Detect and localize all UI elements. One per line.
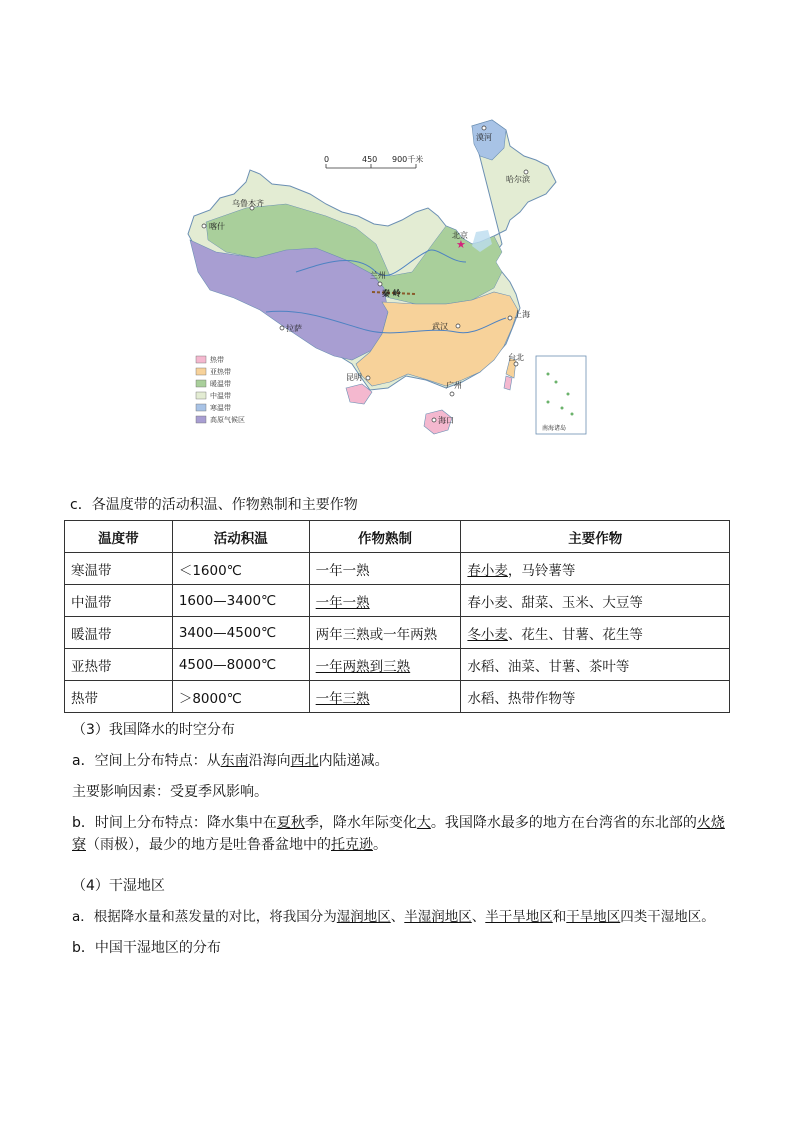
paragraph-temporal: b．时间上分布特点：降水集中在夏秋季，降水年际变化大。我国降水最多的地方在台湾省的东北部的火烧 寮（雨极），最少的地方是吐鲁番盆地中的托克逊。 [72, 815, 725, 853]
paragraph-spatial: a．空间上分布特点：从东南沿海向西北内陆递减。 [72, 753, 389, 769]
city-taibei: 台北 [508, 353, 524, 362]
city-kunming: 昆明 [346, 373, 362, 382]
table-row [65, 585, 730, 617]
zone-tropical-taiwan-south [504, 376, 512, 390]
scale-zero: 0 [324, 155, 330, 164]
table-header-row [65, 521, 730, 553]
scale-bar [324, 154, 423, 168]
section-c-heading: c．各温度带的活动积温、作物熟制和主要作物 [70, 497, 358, 513]
label-qinling: 秦 岭 [382, 289, 401, 298]
cell-crops: 水稻、热带作物等 [461, 681, 730, 713]
city-wuhan: 武汉 [432, 322, 448, 331]
cell-system: 两年三熟或一年两熟 [309, 617, 461, 649]
table-row [65, 681, 730, 713]
cell-zone: 中温带 [65, 585, 173, 617]
section-3-heading: （3）我国降水的时空分布 [72, 722, 235, 738]
city-mohe: 漠河 [476, 133, 492, 142]
cell-zone: 亚热带 [65, 649, 173, 681]
header-zone: 温度带 [65, 521, 173, 553]
legend-label: 热带 [210, 356, 224, 364]
map-svg [176, 112, 596, 447]
cell-temp: 4500—8000℃ [172, 649, 309, 681]
city-haerbin: 哈尔滨 [506, 175, 530, 184]
map-legend [196, 355, 245, 424]
cell-zone: 寒温带 [65, 553, 173, 585]
scale-mid: 450 [362, 155, 378, 164]
south-sea-inset [536, 356, 586, 434]
label-nanhai: 南海诸岛 [542, 425, 567, 432]
china-temperature-zone-map [176, 112, 596, 447]
paragraph-distribution: b．中国干湿地区的分布 [72, 940, 221, 956]
cell-crops: 水稻、油菜、甘薯、茶叶等 [461, 649, 730, 681]
paragraph-factor: 主要影响因素：受夏季风影响。 [72, 784, 268, 800]
capital-star-icon: ★ [456, 238, 466, 251]
header-crops: 主要作物 [461, 521, 730, 553]
temperature-zone-table [64, 520, 730, 713]
cell-temp: ＜1600℃ [172, 553, 309, 585]
cell-system: 一年一熟 [309, 585, 461, 617]
city-shanghai: 上海 [514, 310, 530, 319]
table-row [65, 617, 730, 649]
city-lanzhou: 兰州 [370, 271, 386, 280]
legend-label: 高原气候区 [210, 416, 245, 424]
table-row [65, 649, 730, 681]
city-guangzhou: 广州 [446, 381, 462, 390]
cell-zone: 暖温带 [65, 617, 173, 649]
legend-label: 寒温带 [210, 404, 231, 412]
city-kashi: 喀什 [209, 222, 225, 231]
section-4-heading: （4）干湿地区 [72, 878, 165, 894]
scale-end: 900千米 [392, 155, 424, 164]
cell-zone: 热带 [65, 681, 173, 713]
cell-system: 一年三熟 [309, 681, 461, 713]
cell-crops: 春小麦、甜菜、玉米、大豆等 [461, 585, 730, 617]
city-beijing: 北京 [452, 231, 468, 240]
legend-label: 暖温带 [210, 380, 231, 388]
cell-temp: 1600—3400℃ [172, 585, 309, 617]
legend-label: 中温带 [210, 392, 231, 400]
paragraph-dry-wet: a．根据降水量和蒸发量的对比，将我国分为湿润地区、半湿润地区、半干旱地区和干旱地区四类干湿地区。 [72, 909, 715, 925]
header-system: 作物熟制 [309, 521, 461, 553]
cell-system: 一年一熟 [309, 553, 461, 585]
table-row [65, 553, 730, 585]
legend-label: 亚热带 [210, 368, 231, 376]
cell-system: 一年两熟到三熟 [309, 649, 461, 681]
cell-crops: 春小麦，马铃薯等 [461, 553, 730, 585]
city-haikou: 海口 [438, 416, 454, 425]
header-temp: 活动积温 [172, 521, 309, 553]
cell-temp: ＞8000℃ [172, 681, 309, 713]
city-wulumuqi: 乌鲁木齐 [232, 199, 264, 208]
cell-temp: 3400—4500℃ [172, 617, 309, 649]
cell-crops: 冬小麦、花生、甘薯、花生等 [461, 617, 730, 649]
city-lasa: 拉萨 [286, 324, 302, 333]
